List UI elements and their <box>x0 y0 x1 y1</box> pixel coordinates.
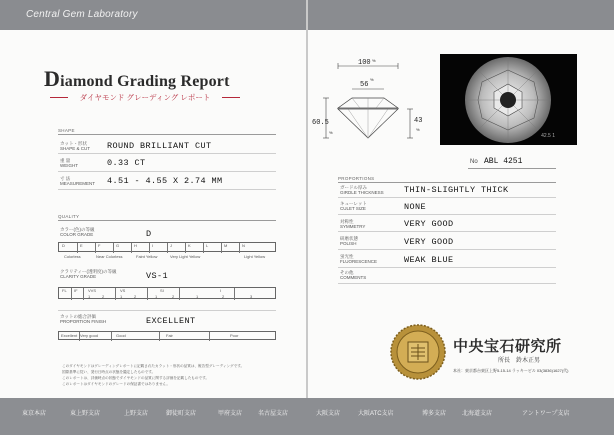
branch-name: 御徒町支店 <box>166 411 197 417</box>
shape-label-en: SHAPE & CUT <box>60 146 91 151</box>
divider <box>338 249 556 250</box>
color-label-jp: カラー(色)の等級 <box>60 227 95 232</box>
clarity-scale-num: 1 <box>155 294 158 299</box>
measurement-value: 4.51 - 4.55 X 2.74 MM <box>107 176 223 186</box>
color-scale-letter: J <box>170 243 172 248</box>
color-scale-letter: G <box>116 243 120 248</box>
color-label-en: COLOR GRADE <box>60 232 94 237</box>
table-percent: 100 <box>358 59 371 67</box>
percent-sign: % <box>372 58 376 63</box>
clarity-scale-num: 1 <box>196 294 199 299</box>
color-scale-word: Faint Yellow <box>136 254 158 259</box>
color-value: D <box>146 229 152 239</box>
note-line: このレポートはダイヤモンドのグレードの保証書ではありません。 <box>62 382 170 386</box>
divider <box>58 134 276 135</box>
color-scale-letter: M <box>224 243 228 248</box>
report-title-initial: D <box>44 66 61 91</box>
polish-label-en: POLISH <box>340 241 357 246</box>
clarity-scale-num: 2 <box>172 294 175 299</box>
symmetry-label-en: SYMMETRY <box>340 224 366 229</box>
clarity-label-jp: クラリティー(透明度)の等級 <box>60 269 117 274</box>
center-fold <box>306 0 308 435</box>
symmetry-value: VERY GOOD <box>404 219 454 229</box>
weight-label-jp: 重 量 <box>60 158 71 163</box>
pavilion-depth: 43 <box>414 117 423 125</box>
clarity-value: VS-1 <box>146 271 169 281</box>
clarity-label-en: CLARITY GRADE <box>60 274 97 279</box>
color-scale-letter: H <box>134 243 137 248</box>
girdle-label-jp: ガードル厚み <box>340 185 367 190</box>
color-scale-word: Near Colorless <box>96 254 123 259</box>
branch-name: 大阪ATC支店 <box>358 411 394 417</box>
percent-sign: % <box>416 127 420 132</box>
note-line: このレポートは、評価時点の状態でダイヤモンドの品質に関する評価を記載したものです。 <box>62 376 209 380</box>
comments-label-en: COMMENTS <box>340 275 367 280</box>
color-scale-letter: D <box>62 243 65 248</box>
percent-sign: % <box>370 77 374 82</box>
color-scale-letter: N <box>242 243 245 248</box>
diamond-image <box>440 54 577 145</box>
color-scale-word: Very Light Yellow <box>170 254 201 259</box>
proportions-section-label: PROPORTIONS <box>338 176 375 181</box>
branch-name: アントワープ支店 <box>522 411 570 417</box>
lab-brand: Central Gem Laboratory <box>26 9 138 20</box>
branch-name: 甲府支店 <box>218 411 243 417</box>
quality-section-label: QUALITY <box>58 214 80 219</box>
clarity-scale-label: I <box>220 288 222 293</box>
note-line: 国際基準に従い、発行日時点の状態を鑑定したものです。 <box>62 370 156 374</box>
report-number-underline <box>468 168 556 169</box>
branch-name: 東京本店 <box>22 411 47 417</box>
girdle-label-en: GIRDLE THICKNESS <box>340 190 384 195</box>
clarity-scale-label: SI <box>160 288 164 293</box>
symmetry-label-jp: 対称性 <box>340 219 354 224</box>
comments-label-jp: その他 <box>340 270 354 275</box>
total-depth: 60.5 <box>312 119 329 127</box>
branch-name: 名古屋支店 <box>258 411 289 417</box>
divider <box>338 197 556 198</box>
culet-label-jp: キューレット <box>340 201 367 206</box>
clarity-scale-num: 1 <box>120 294 123 299</box>
clarity-scale-label: IF <box>74 288 78 293</box>
cut-scale-label: Good <box>116 333 126 338</box>
fluorescence-value: WEAK BLUE <box>404 255 454 265</box>
divider <box>58 171 276 172</box>
cut-scale-label: Poor <box>230 333 239 338</box>
color-scale-letter: I <box>152 243 154 248</box>
note-line: このダイヤモンドはグレーディングレポートに記載されたカラット・形状の品質は、報告型グレーディングです。 <box>62 364 245 368</box>
clarity-scale-num: 3 <box>250 294 253 299</box>
clarity-scale-num: 1 <box>88 294 91 299</box>
cut-scale-label: Excellent <box>61 333 78 338</box>
culet-value: NONE <box>404 202 427 212</box>
divider <box>58 189 276 190</box>
cut-label-jp: カットの総合評価 <box>60 314 96 319</box>
clarity-scale-label: VVS <box>88 288 97 293</box>
report-number-label: No <box>470 159 478 165</box>
polish-value: VERY GOOD <box>404 237 454 247</box>
photo-caption: 42.5 1 <box>541 133 555 139</box>
cut-value: EXCELLENT <box>146 316 196 326</box>
divider <box>58 220 276 221</box>
branch-name: 上野支店 <box>124 411 149 417</box>
divider <box>58 153 276 154</box>
clarity-scale-num: 2 <box>102 294 105 299</box>
color-scale-word: Light Yellow <box>244 254 266 259</box>
divider <box>58 310 276 311</box>
branch-name: 北海道支店 <box>462 411 493 417</box>
clarity-scale-num: 2 <box>222 294 225 299</box>
weight-label-en: WEIGHT <box>60 163 78 168</box>
color-scale-letter: F <box>98 243 101 248</box>
report-number: ABL 4251 <box>484 157 523 166</box>
report-subtitle: ダイヤモンド グレーディング レポート <box>50 92 240 103</box>
divider <box>338 283 556 284</box>
divider <box>338 214 556 215</box>
cut-scale-label: Fair <box>166 333 173 338</box>
company-name: 中央宝石研究所 <box>453 338 562 355</box>
shape-label-jp: カット・形状 <box>60 141 87 146</box>
weight-value: 0.33 CT <box>107 158 146 168</box>
color-scale-letter: L <box>206 243 209 248</box>
clarity-scale-label: VS <box>120 288 126 293</box>
color-scale-letter: K <box>188 243 191 248</box>
branch-name: 大阪支店 <box>316 411 341 417</box>
crown-percent: 56 <box>360 81 369 89</box>
fluorescence-label-en: FLUORESCENCE <box>340 259 378 264</box>
clarity-scale-label: FL <box>62 288 67 293</box>
measurement-label-jp: 寸 法 <box>60 176 71 181</box>
branch-name: 博多支店 <box>422 411 447 417</box>
proportion-diagram <box>312 56 428 148</box>
diamond-photo <box>440 54 577 145</box>
color-scale-word: Colorless <box>64 254 81 259</box>
cut-scale-label: Very good <box>80 333 99 338</box>
culet-label-en: CULET SIZE <box>340 206 366 211</box>
clarity-scale-num: 2 <box>134 294 137 299</box>
report-title-rest: iamond Grading Report <box>60 73 230 90</box>
divider <box>338 182 556 183</box>
company-president: 所長 鈴木正男 <box>498 358 541 364</box>
percent-sign: % <box>329 130 333 135</box>
report-title <box>44 66 230 92</box>
girdle-value: THIN-SLIGHTLY THICK <box>404 185 509 195</box>
color-scale-letter: E <box>80 243 83 248</box>
polish-label-jp: 研磨状態 <box>340 236 358 241</box>
cut-label-en: PROPORTION FINISH <box>60 319 107 324</box>
measurement-label-en: MEASUREMENT <box>60 181 96 186</box>
fluorescence-label-jp: 蛍光性 <box>340 254 354 259</box>
divider <box>338 267 556 268</box>
branch-name: 東上野支店 <box>70 411 101 417</box>
gold-seal-icon <box>390 324 446 380</box>
shape-section-label: SHAPE <box>58 128 75 133</box>
divider <box>338 231 556 232</box>
shape-value: ROUND BRILLIANT CUT <box>107 141 212 151</box>
company-address: 本社：東京都台東区上野5-15-14 ラッキービル 03(3836)1627(代) <box>453 368 569 373</box>
